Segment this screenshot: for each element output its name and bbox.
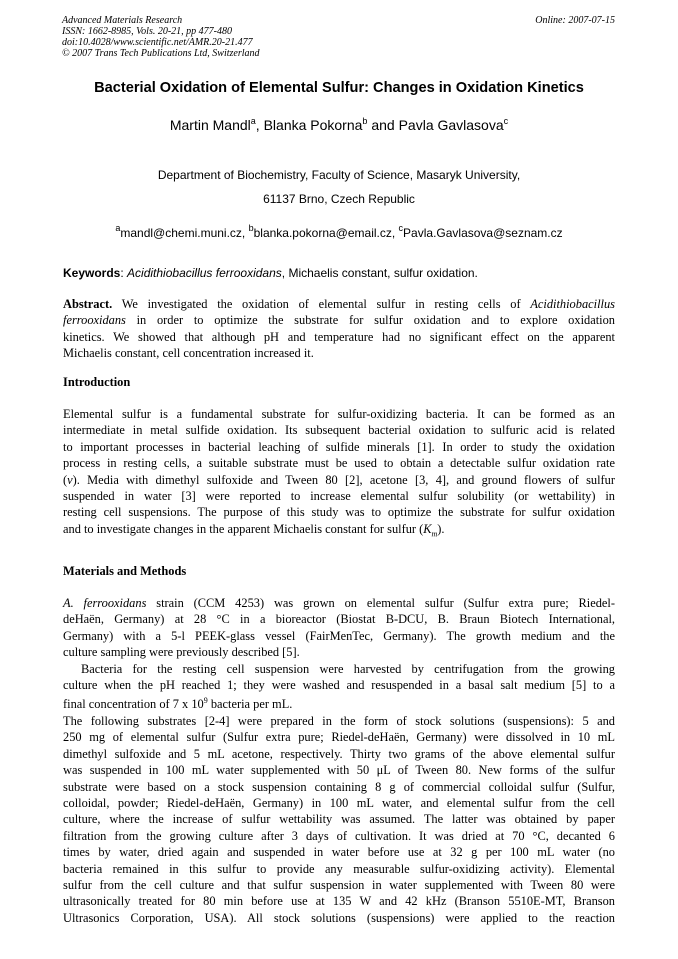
journal-copyright: © 2007 Trans Tech Publications Ltd, Switzerland [62,48,260,59]
intro-line: Elemental sulfur is a fundamental substrate for sulfur-oxidizing bacteria. It can be formed as an [63,407,615,421]
methods-line [63,693,615,713]
author-mark: a [250,116,256,126]
email-address[interactable]: mandl@chemi.muni.cz [120,226,242,240]
author-list [0,117,678,133]
intro-closing: ). [437,521,445,536]
email-list [0,223,678,240]
methods-line: culture sampling were previously described [5]. [63,645,300,660]
methods-line: sulfur from the cell culture and that sulfur suspension in water supplemented with Tween 80 were [63,878,615,893]
methods-line: bacteria remained in this sulfur to provide any measurable sulfur-oxidizing activity). Elemental [63,861,615,876]
methods-line: filtration from the growing culture after 3 days of cultivation. It was dried at 70 °C, decanted 6 [63,828,615,843]
methods-text: final concentration of 7 x 10 [63,697,204,712]
methods-line: culture, where the increase of sulfur wettability was assumed. The latter was obtained by paper [63,812,615,827]
email-mark: c [398,223,404,233]
intro-line: resting cell suspensions. The purpose of this study was to optimize the substrate for sulfur oxidation [63,505,615,520]
methods-body [63,595,615,926]
keywords-label: Keywords [63,266,121,280]
intro-line: (v). Media with dimethyl sulfoxide and Tween 80 [2], acetone [3, 4], and ground flowers of sulfur [63,472,615,487]
methods-line: colloidal, powder; Riedel-deHaën, Germany) in 100 mL water, and elemental sulfur from the cell [63,796,615,810]
intro-line: intermediate in metal sulfide oxidation. Its subsequent bacterial oxidation to sulfuric acid is related [63,423,615,438]
methods-line: 250 mg of elemental sulfur (Sulfur extra pure; Riedel-deHaën, Germany) were dissolved in 10 mL [63,730,615,745]
v-symbol: v [67,472,73,487]
methods-line: culture when the pH reached 1; they were washed and resuspended in a basal salt medium [5] to a [63,678,615,693]
methods-line: deHaën, Germany) at 28 °C in a bioreactor (Biostat B-DCU, B. Braun Biotech International, [63,612,615,627]
journal-name: Advanced Materials Research [62,15,183,26]
abstract-italic: Acidithiobacillus [530,297,615,311]
email-mark: a [115,223,121,233]
journal-doi: doi:10.4028/www.scientific.net/AMR.20-21.477 [62,37,253,48]
intro-line: process in resting cells, a suitable substrate must be used to obtain a detectable sulfur oxidation rate [63,456,615,471]
author-mark: b [362,116,368,126]
km-subscript: m [431,529,438,539]
email-address[interactable]: Pavla.Gavlasova@seznam.cz [403,226,563,240]
author-separator: , [255,117,264,133]
email-mark: b [248,223,254,233]
methods-line: The following substrates [2-4] were prepared in the form of stock solutions (suspensions): 5 and [63,713,615,728]
methods-line: Bacteria for the resting cell suspension were harvested by centrifugation from the growing [81,661,615,676]
methods-line: times by water, dried again and suspended in water before use at 32 g per 100 mL water (no [63,845,615,860]
affiliation-line-1: Department of Biochemistry, Faculty of Science, Masaryk University, [157,168,521,182]
online-date: Online: 2007-07-15 [535,15,615,26]
affiliation-line-2: 61137 Brno, Czech Republic [263,192,415,206]
methods-heading: Materials and Methods [63,564,187,578]
methods-line: Ultrasonics Corporation, USA). All stock solutions (suspensions) were applied to the reaction [63,910,615,925]
author-separator: and [367,117,399,133]
methods-line: ultrasonically treated for 80 min before use at 135 W and 42 kHz (Branson 5510E-MT, Branson [63,894,615,909]
journal-header-left [62,15,260,59]
organism-name: A. ferrooxidans [63,596,147,610]
methods-text: strain (CCM 4253) was grown on elemental sulfur (Sulfur extra pure; Riedel- [146,596,615,610]
intro-text: and to investigate changes in the apparent Michaelis constant for sulfur ( [63,521,424,536]
author-name: Blanka Pokorna [263,117,363,133]
email-separator: , [241,226,249,240]
author-name: Pavla Gavlasova [398,117,504,133]
methods-line: Germany) with a 5-l PEEK-glass vessel (FairMenTec, Germany). The growth medium and the [63,628,615,643]
methods-line: was suspended in 100 mL water supplemented with 50 μL of Tween 80. New forms of the sulfur [63,763,615,778]
keywords: Keywords: Acidithiobacillus ferrooxidans, Michaelis constant, sulfur oxidation. [63,266,478,280]
methods-line [63,595,615,611]
author-mark: c [503,116,509,126]
introduction-heading: Introduction [63,375,131,389]
intro-text: ). Media with dimethyl sulfoxide and Tween 80 [2], acetone [3, 4], and ground flowers of sulfur [72,472,615,487]
journal-issn: ISSN: 1662-8985, Vols. 20-21, pp 477-480 [62,26,232,37]
methods-line: substrate were based on a stock suspension containing 8 g of commercial colloidal sulfur (Sulfur, [63,779,615,794]
abstract-text: We investigated the oxidation of elemental sulfur in resting cells of [112,297,531,311]
author-name: Martin Mandl [169,117,251,133]
intro-line: suspended in water [3] were reported to increase elemental sulfur solubility (or wettability) in [63,489,615,504]
methods-line: dimethyl sulfoxide and 5 mL acetone, respectively. Thirty two grams of the above elemental sulfur [63,746,615,761]
abstract-line [63,296,615,312]
paper-title: Bacterial Oxidation of Elemental Sulfur: Changes in Oxidation Kinetics [94,80,584,96]
email-address[interactable]: blanka.pokorna@email.cz [253,226,392,240]
abstract-label: Abstract. [63,297,113,311]
exponent: 9 [203,696,208,706]
abstract-line: kinetics. We showed that although pH and temperature had no significant effect on the apparent [63,329,615,344]
abstract-line: Michaelis constant, cell concentration increased it. [63,346,314,361]
abstract [63,296,615,362]
keywords-italic: Acidithiobacillus ferrooxidans [127,266,282,280]
keywords-rest: , Michaelis constant, sulfur oxidation. [281,266,478,280]
methods-text: bacteria per mL. [207,697,293,712]
abstract-line [63,312,615,328]
km-symbol: K [423,521,432,536]
intro-line [63,521,615,543]
abstract-italic: ferrooxidans [63,313,126,328]
introduction-body [63,406,615,543]
email-separator: , [391,226,399,240]
abstract-text: in order to optimize the substrate for sulfur oxidation and to explore oxidation [136,313,615,328]
intro-line: to important processes in bacterial leaching of sulfide minerals [1]. In order to study the oxidation [63,439,615,454]
